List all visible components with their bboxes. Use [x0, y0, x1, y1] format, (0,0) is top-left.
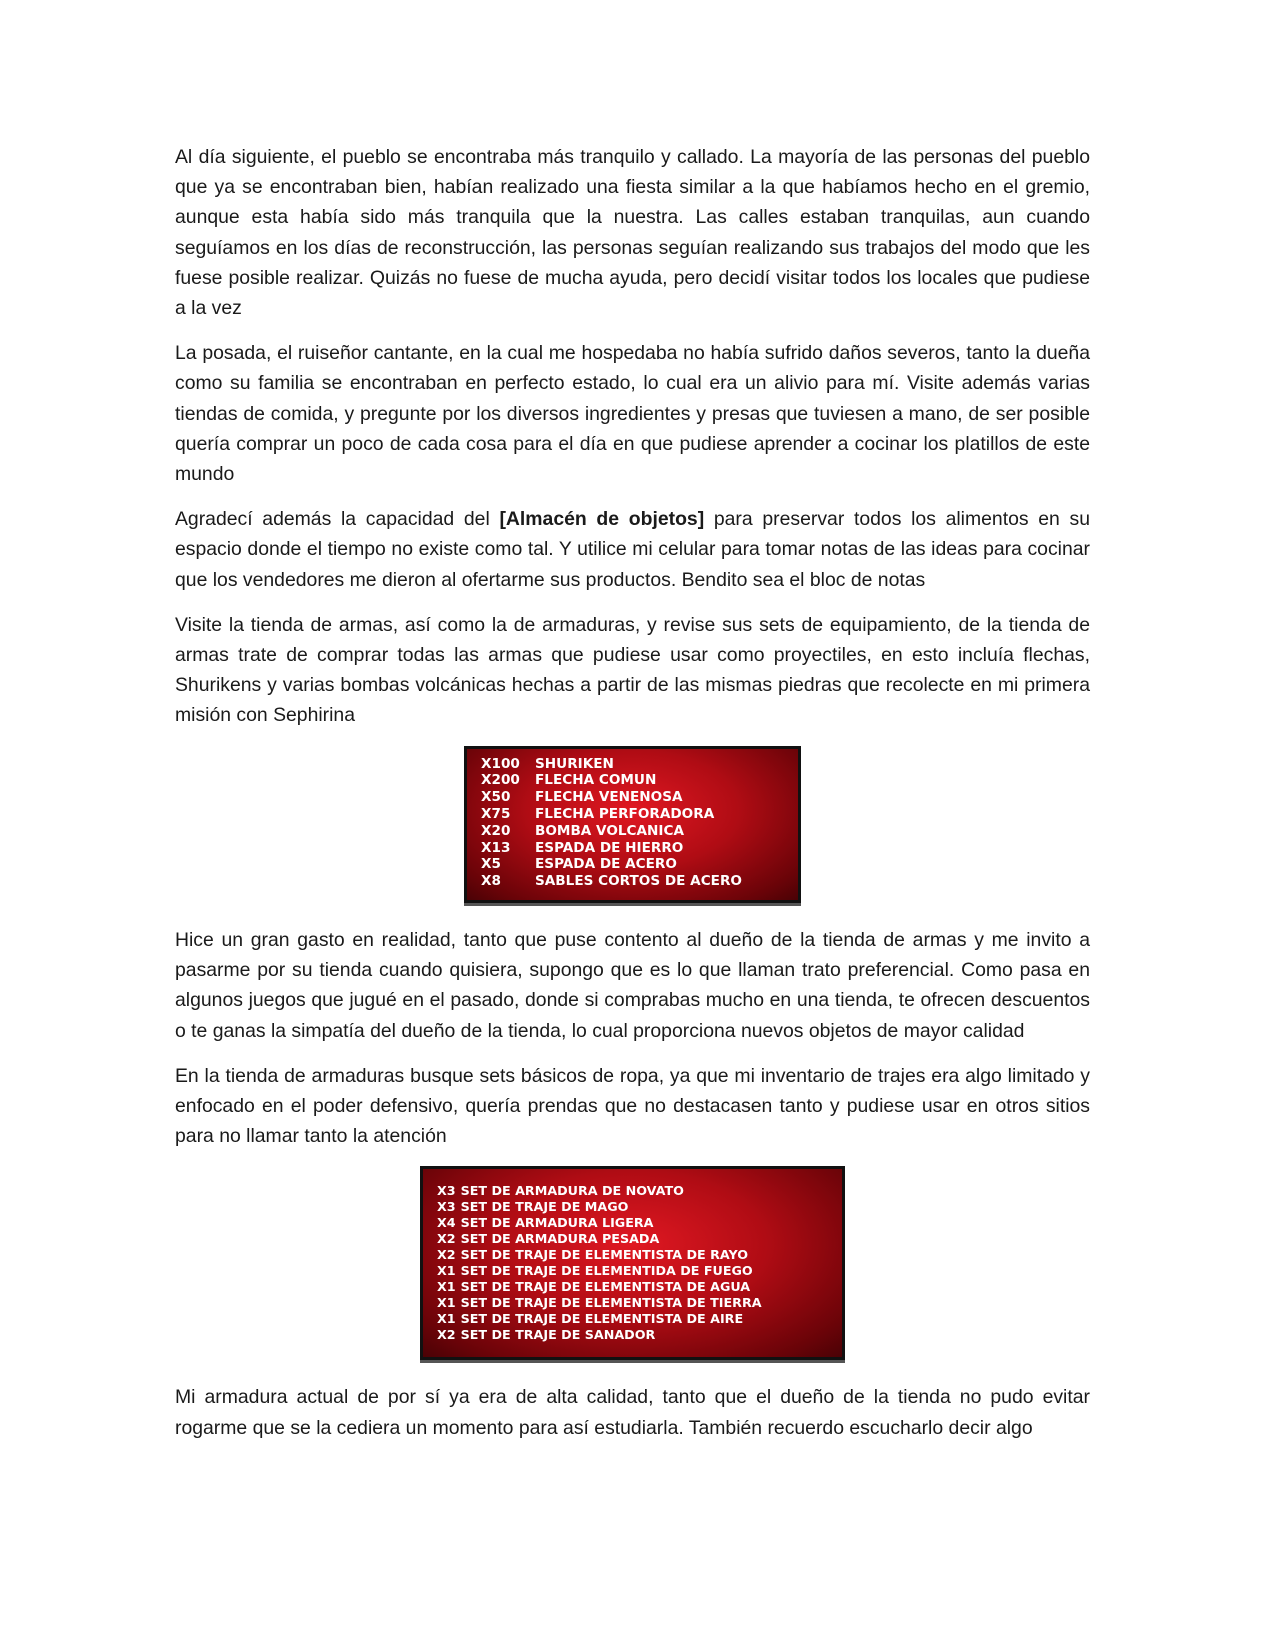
item-name: SET DE TRAJE DE ELEMENTISTA DE AGUA — [460, 1279, 751, 1295]
item-name: SET DE TRAJE DE ELEMENTISTA DE AIRE — [460, 1311, 744, 1327]
list-item — [437, 1295, 834, 1311]
item-quantity: X3 — [437, 1183, 456, 1199]
item-name: SET DE TRAJE DE ELEMENTISTA DE RAYO — [460, 1247, 749, 1263]
list-item — [437, 1215, 834, 1231]
list-item — [437, 1247, 834, 1263]
list-item — [437, 1231, 834, 1247]
item-quantity: X4 — [437, 1215, 456, 1231]
item-quantity: X1 — [437, 1279, 456, 1295]
item-quantity: X100 — [481, 755, 520, 772]
armor-purchase-list — [420, 1166, 845, 1360]
paragraph-2: La posada, el ruiseñor cantante, en la cual me hospedaba no había sufrido daños severos, tanto la dueña como su familia se encontraban en perfecto estado, lo cual era un alivio para mí. Visite además varias tiendas de comida, y pregunte por los diversos ingredientes y presas que tuviesen a mano, de ser posible quería comprar un poco de cada cosa para el día en que pudiese aprender a cocinar los platillos de este mundo — [175, 342, 1090, 486]
item-name: SHURIKEN — [535, 755, 614, 772]
item-quantity: X8 — [481, 873, 501, 890]
item-name: SET DE TRAJE DE SANADOR — [460, 1327, 656, 1343]
list-item — [437, 1263, 834, 1279]
item-quantity: X200 — [481, 772, 520, 789]
item-quantity: X75 — [481, 806, 511, 823]
item-name: ESPADA DE ACERO — [535, 856, 677, 873]
paragraph-4: Visite la tienda de armas, así como la de armaduras, y revise sus sets de equipamiento, de la tienda de armas trate de comprar todas las armas que pudiese usar como proyectiles, en esto incluía flechas, Shurikens y varias bombas volcánicas hechas a partir de las mismas piedras que recolecte en mi primera misión con Sephirina — [175, 613, 1090, 727]
list-item — [437, 1311, 834, 1327]
item-quantity: X2 — [437, 1327, 456, 1343]
item-name: FLECHA COMUN — [535, 772, 657, 789]
list-item — [481, 772, 788, 789]
item-quantity: X2 — [437, 1247, 456, 1263]
paragraph-5: Hice un gran gasto en realidad, tanto que puse contento al dueño de la tienda de armas y me invito a pasarme por su tienda cuando quisiera, supongo que es lo que llaman trato preferencial. Como pasa en algunos juegos que jugué en el pasado, donde si comprabas mucho en una tienda, te ofrecen descuentos o te ganas la simpatía del dueño de la tienda, lo cual proporciona nuevos objetos de mayor calidad — [175, 929, 1090, 1042]
paragraph-3-end: para preservar todos los alimentos en su espacio donde el tiempo no existe como tal. Y utilice mi celular para tomar notas de las ideas para cocinar que los vendedores me dieron al ofertarme sus productos. Bendito sea el bloc de notas — [175, 508, 1091, 591]
item-quantity: X1 — [437, 1263, 456, 1279]
paragraph-7: Mi armadura actual de por sí ya era de alta calidad, tanto que el dueño de la tienda no pudo evitar rogarme que se la cediera un momento para así estudiarla. También recuerdo escucharlo decir algo — [175, 1386, 1090, 1439]
paragraph-3-start: Agradecí además la capacidad del — [175, 508, 500, 531]
weapons-purchase-list — [464, 746, 801, 903]
item-storage-skill: [Almacén de objetos] — [499, 508, 705, 531]
item-quantity: X20 — [481, 822, 511, 839]
paragraph-1: Al día siguiente, el pueblo se encontraba más tranquilo y callado. La mayoría de las personas del pueblo que ya se encontraban bien, habían realizado una fiesta similar a la que habíamos hecho en el gremio, aunque esta había sido más tranquila que la nuestra. Las calles estaban tranquilas, aun cuando seguíamos en los días de reconstrucción, las personas seguían realizando sus trabajos del modo que les fuese posible realizar. Quizás no fuese de mucha ayuda, pero decidí visitar todos los locales que pudiese a la vez — [175, 146, 1090, 320]
item-quantity: X3 — [437, 1199, 456, 1215]
item-name: SET DE TRAJE DE ELEMENTIDA DE FUEGO — [460, 1263, 753, 1279]
item-name: SET DE ARMADURA DE NOVATO — [460, 1183, 684, 1199]
item-name: SET DE TRAJE DE MAGO — [460, 1199, 629, 1215]
list-item — [437, 1183, 834, 1199]
item-name: SET DE TRAJE DE ELEMENTISTA DE TIERRA — [460, 1295, 762, 1311]
item-quantity: X50 — [481, 789, 511, 806]
item-name: ESPADA DE HIERRO — [535, 839, 684, 856]
list-item — [481, 823, 788, 840]
list-item — [481, 789, 788, 806]
list-item — [437, 1279, 834, 1295]
list-item — [481, 873, 788, 890]
item-name: FLECHA PERFORADORA — [535, 806, 715, 823]
list-item — [481, 856, 788, 873]
item-name: SET DE ARMADURA PESADA — [460, 1231, 660, 1247]
list-item — [481, 806, 788, 823]
item-name: SET DE ARMADURA LIGERA — [460, 1215, 654, 1231]
item-name: SABLES CORTOS DE ACERO — [535, 873, 742, 890]
list-item — [437, 1199, 834, 1215]
item-quantity: X1 — [437, 1295, 456, 1311]
document-page — [175, 142, 1090, 1443]
item-name: BOMBA VOLCANICA — [535, 822, 684, 839]
item-quantity: X1 — [437, 1311, 456, 1327]
item-quantity: X13 — [481, 839, 511, 856]
item-name: FLECHA VENENOSA — [535, 789, 683, 806]
paragraph-6: En la tienda de armaduras busque sets básicos de ropa, ya que mi inventario de trajes era algo limitado y enfocado en el poder defensivo, quería prendas que no destacasen tanto y pudiese usar en otros sitios para no llamar tanto la atención — [175, 1064, 1090, 1148]
item-quantity: X2 — [437, 1231, 456, 1247]
list-item — [437, 1327, 834, 1343]
list-item — [481, 840, 788, 857]
paragraph-3 — [175, 504, 1090, 595]
list-item — [481, 756, 788, 773]
item-quantity: X5 — [481, 856, 501, 873]
